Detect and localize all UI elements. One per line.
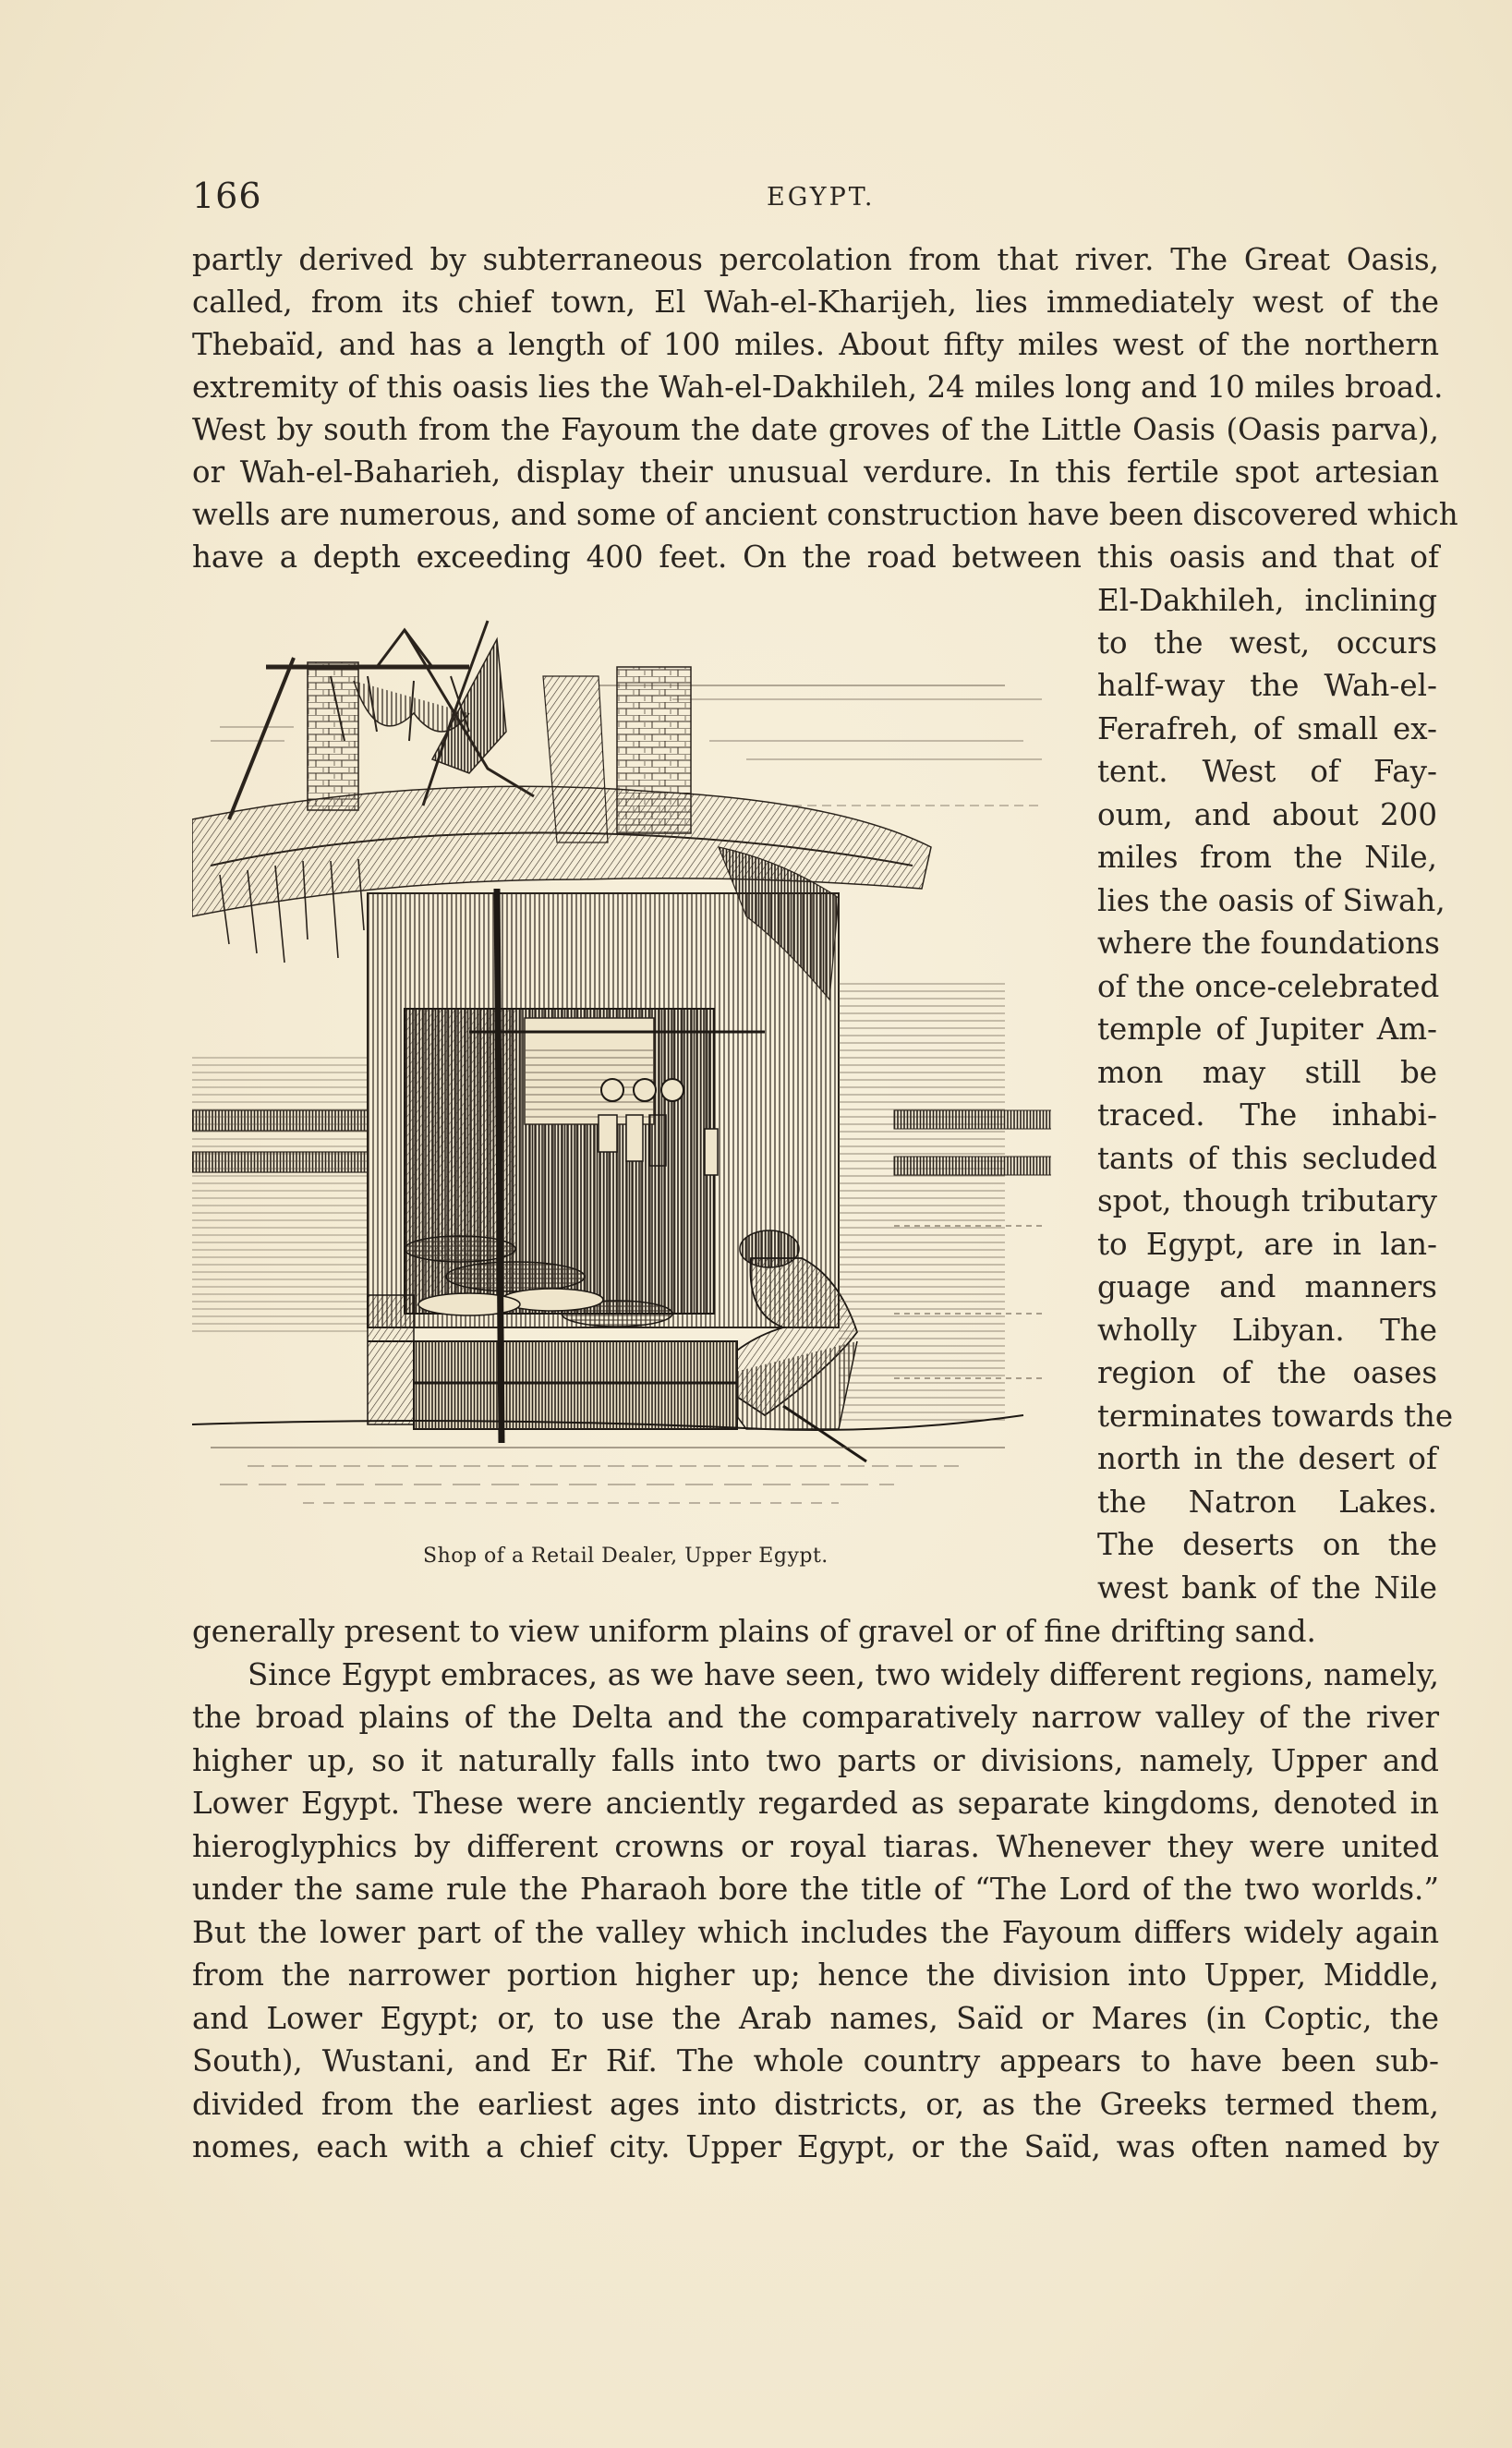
left-building xyxy=(192,1055,368,1332)
text-line: from the narrower portion higher up; hence the division into Upper, Middle, xyxy=(192,1957,1439,1993)
text-line: oum, and about 200 xyxy=(1097,797,1437,832)
text-line: generally present to view uniform plains of gravel or of fine drifting sand. xyxy=(192,1614,1316,1649)
text-line: Ferafreh, of small ex- xyxy=(1097,711,1437,746)
text-line: under the same rule the Pharaoh bore the title of “The Lord of the two worlds.” xyxy=(192,1872,1439,1907)
text-line: hieroglyphics by different crowns or royal tiaras. Whenever they were united xyxy=(192,1829,1439,1864)
text-line: have a depth exceeding 400 feet. On the road between this oasis and that of xyxy=(192,539,1439,575)
text-line: The deserts on the xyxy=(1097,1527,1437,1562)
text-line: and Lower Egypt; or, to use the Arab names, Saïd or Mares (in Coptic, the xyxy=(192,2001,1439,2036)
text-line: extremity of this oasis lies the Wah-el-Dakhileh, 24 miles long and 10 miles broad. xyxy=(192,370,1444,405)
text-line: miles from the Nile, xyxy=(1097,840,1437,875)
page-number: 166 xyxy=(192,176,262,216)
text-line: lies the oasis of Siwah, xyxy=(1097,883,1445,918)
running-title: EGYPT. xyxy=(767,183,876,212)
figure-caption: Shop of a Retail Dealer, Upper Egypt. xyxy=(423,1545,829,1568)
text-line: wholly Libyan. The xyxy=(1097,1313,1437,1348)
text-line: tent. West of Fay- xyxy=(1097,754,1437,789)
running-head xyxy=(192,176,1438,222)
text-line: terminates towards the xyxy=(1097,1399,1454,1434)
text-line: north in the desert of xyxy=(1097,1441,1437,1476)
text-line: traced. The inhabi- xyxy=(1097,1097,1437,1133)
text-line: region of the oases xyxy=(1097,1355,1437,1390)
text-line: Lower Egypt. These were anciently regarded as separate kingdoms, denoted in xyxy=(192,1786,1439,1821)
text-line: tants of this secluded xyxy=(1097,1141,1437,1176)
text-line: called, from its chief town, El Wah-el-Kharijeh, lies immediately west of the xyxy=(192,285,1439,320)
text-line: to the west, occurs xyxy=(1097,625,1437,660)
text-line: El-Dakhileh, inclining xyxy=(1097,583,1437,618)
text-line: divided from the earliest ages into districts, or, as the Greeks termed them, xyxy=(192,2087,1439,2122)
text-line: wells are numerous, and some of ancient construction have been discovered which xyxy=(192,497,1458,532)
text-line: west bank of the Nile xyxy=(1097,1570,1437,1606)
text-line: higher up, so it naturally falls into two parts or divisions, namely, Upper and xyxy=(192,1743,1439,1778)
text-line: Since Egypt embraces, as we have seen, two widely different regions, namely, xyxy=(248,1657,1439,1692)
text-line: mon may still be xyxy=(1097,1055,1437,1090)
text-line: nomes, each with a chief city. Upper Egypt, or the Saïd, was often named by xyxy=(192,2129,1439,2164)
text-line: half-way the Wah-el- xyxy=(1097,668,1437,703)
text-line: West by south from the Fayoum the date groves of the Little Oasis (Oasis parva), xyxy=(192,412,1439,447)
engraving-shop-illustration xyxy=(192,612,1051,1521)
text-line: where the foundations xyxy=(1097,926,1440,961)
text-line: guage and manners xyxy=(1097,1269,1437,1304)
text-line: the broad plains of the Delta and the comparatively narrow valley of the river xyxy=(192,1700,1439,1735)
text-line: temple of Jupiter Am- xyxy=(1097,1012,1437,1047)
text-line: or Wah-el-Baharieh, display their unusual verdure. In this fertile spot artesian xyxy=(192,454,1439,490)
text-line: spot, though tributary xyxy=(1097,1183,1437,1218)
text-line: of the once-celebrated xyxy=(1097,969,1440,1004)
right-building xyxy=(839,981,1051,1424)
text-line: But the lower part of the valley which includes the Fayoum differs widely again xyxy=(192,1915,1439,1950)
text-line: South), Wustani, and Er Rif. The whole country appears to have been sub- xyxy=(192,2043,1439,2078)
text-line: Thebaïd, and has a length of 100 miles. About fifty miles west of the northern xyxy=(192,327,1439,362)
text-line: partly derived by subterraneous percolation from that river. The Great Oasis, xyxy=(192,242,1439,277)
text-line: the Natron Lakes. xyxy=(1097,1485,1437,1520)
text-line: to Egypt, are in lan- xyxy=(1097,1227,1437,1262)
